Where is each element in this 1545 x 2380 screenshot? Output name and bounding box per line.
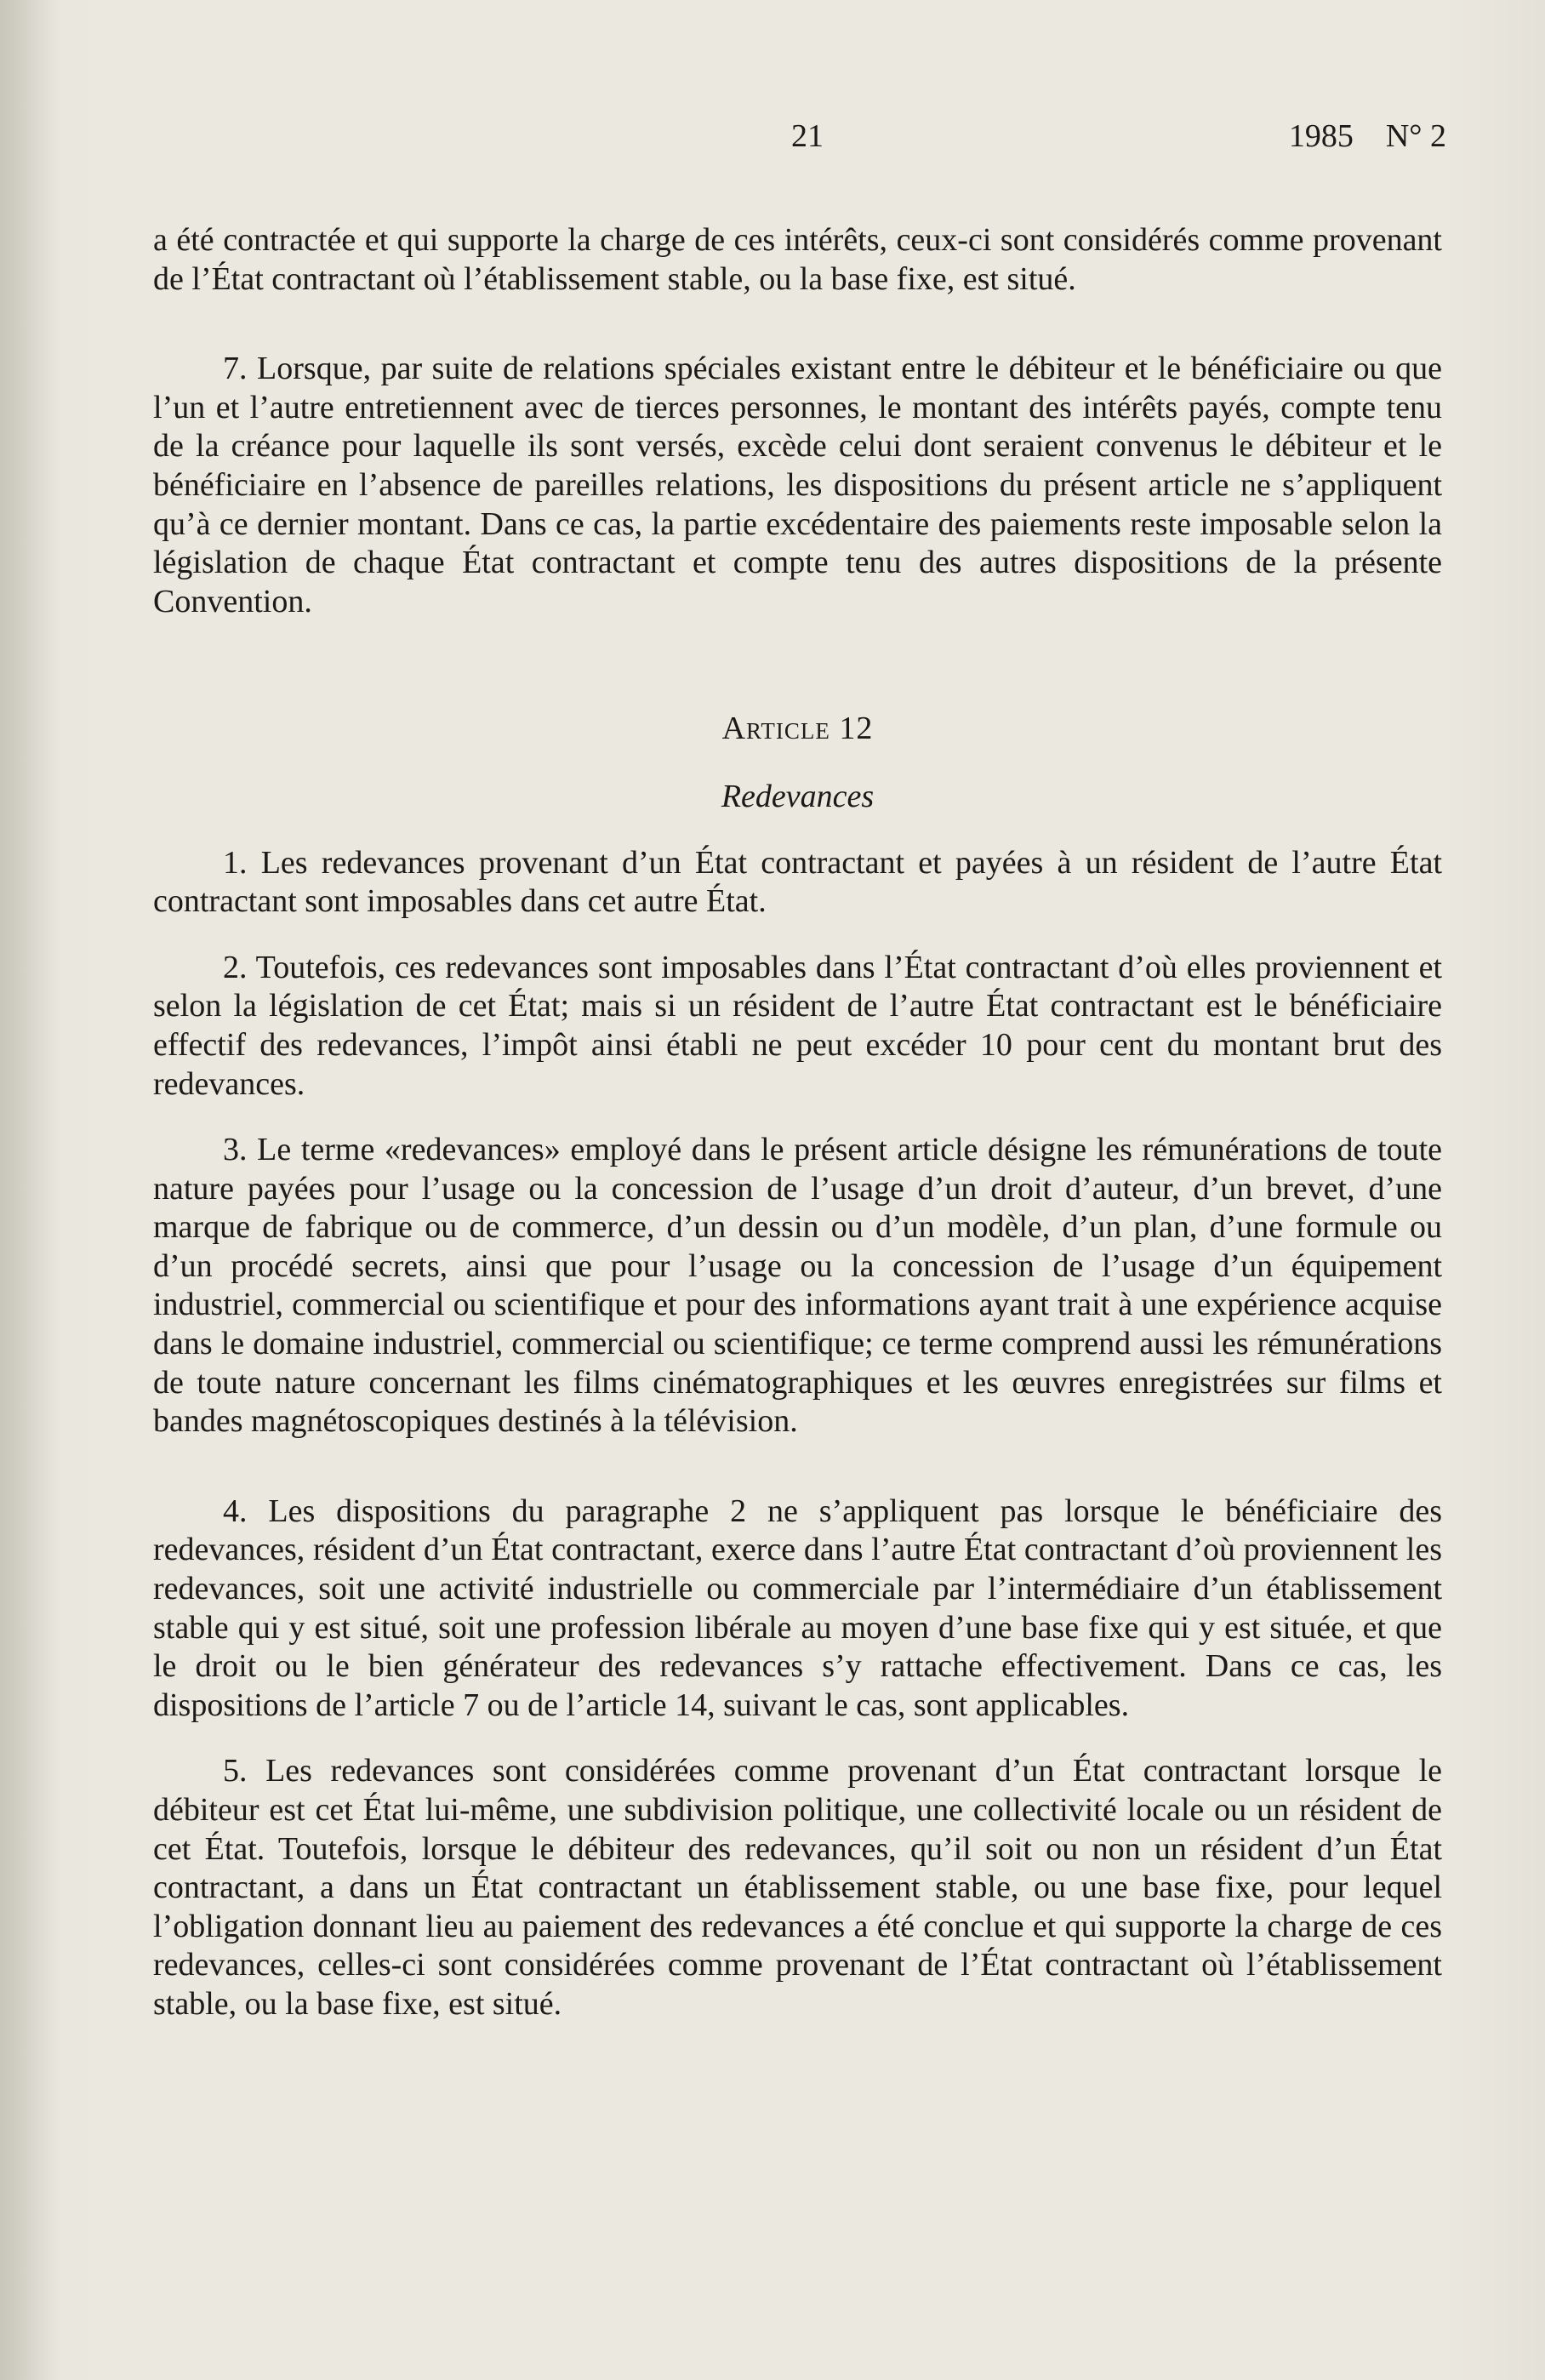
header-issue: N° 2 — [1385, 118, 1446, 154]
page-number: 21 — [791, 118, 824, 154]
article-heading: Article 12 — [721, 711, 874, 747]
header-issue-info — [1289, 117, 1446, 155]
article-paragraph-2: 2. Toutefois, ces redevances sont imposables dans l’État contractant d’où elles proviennent et selon la législation de cet État; mais si un résident de l’autre État contractant est le bénéficiaire effectif des redevances, l’impôt ainsi établi ne peut excéder 10 pour cent du montant brut des redevances. — [153, 949, 1442, 1102]
article-title: Redevances — [721, 778, 875, 814]
body-text — [153, 221, 1442, 2024]
article-paragraph-5: 5. Les redevances sont considérées comme provenant d’un État contractant lorsque le débiteur est cet État lui-même, une subdivision politique, une collectivité locale ou un résident de cet État. Toutefois, lorsque le débiteur des redevances, qu’il soit ou non un résident d’un État contractant, a dans un État contractant un établissement stable, ou une base fixe, pour lequel l’obligation donnant lieu au paiement des redevances a été conclue et qui supporte la charge de ces redevances, celles-ci sont considérées comme provenant de l’État contractant où l’établissement stable, ou la base fixe, est situé. — [153, 1753, 1442, 2022]
page-header — [153, 117, 1446, 168]
paragraph-continuation: a été contractée et qui supporte la charge de ces intérêts, ceux-ci sont considérés comme provenant de l’État contractant où l’établissement stable, ou la base fixe, est situé. — [153, 222, 1442, 297]
article-paragraph-3: 3. Le terme «redevances» employé dans le présent article désigne les rémunérations de toute nature payées pour l’usage ou la concession de l’usage d’un droit d’auteur, d’un brevet, d’une marque de fabrique ou de commerce, d’un dessin ou d’un modèle, d’un plan, d’une formule ou d’un procédé secrets, ainsi que pour l’usage ou la concession de l’usage d’un équipement industriel, commercial ou scientifique et pour des informations ayant trait à une expérience acquise dans le domaine industriel, commercial ou scientifique; ce terme comprend aussi les rémunérations de toute nature concernant les films cinématographiques et les œuvres enregistrées sur films et bandes magnétoscopiques destinés à la télévision. — [153, 1132, 1442, 1440]
article-paragraph-1: 1. Les redevances provenant d’un État contractant et payées à un résident de l’autre État contractant sont imposables dans cet autre État. — [153, 844, 1442, 920]
paragraph-7: 7. Lorsque, par suite de relations spéciales existant entre le débiteur et le bénéficiaire ou que l’un et l’autre entretiennent avec de tierces personnes, le montant des intérêts payés, compte tenu de la créance pour laquelle ils sont versés, excède celui dont seraient convenus le débiteur et le bénéficiaire en l’absence de pareilles relations, les dispositions du présent article ne s’appliquent qu’à ce dernier montant. Dans ce cas, la partie excédentaire des paiements reste imposable selon la législation de chaque État contractant et compte tenu des autres dispositions de la présente Convention. — [153, 351, 1442, 619]
header-year: 1985 — [1288, 118, 1354, 154]
article-paragraph-4: 4. Les dispositions du paragraphe 2 ne s’appliquent pas lorsque le bénéficiaire des redevances, résident d’un État contractant, exerce dans l’autre État contractant d’où proviennent les redevances, soit une activité industrielle ou commerciale par l’intermédiaire d’un établissement stable qui y est situé, soit une profession libérale au moyen d’une base fixe qui y est située, et que le droit ou le bien générateur des redevances s’y rattache effectivement. Dans ce cas, les dispositions de l’article 7 ou de l’article 14, suivant le cas, sont applicables. — [153, 1492, 1442, 1723]
page-gutter-shadow — [0, 0, 60, 2380]
